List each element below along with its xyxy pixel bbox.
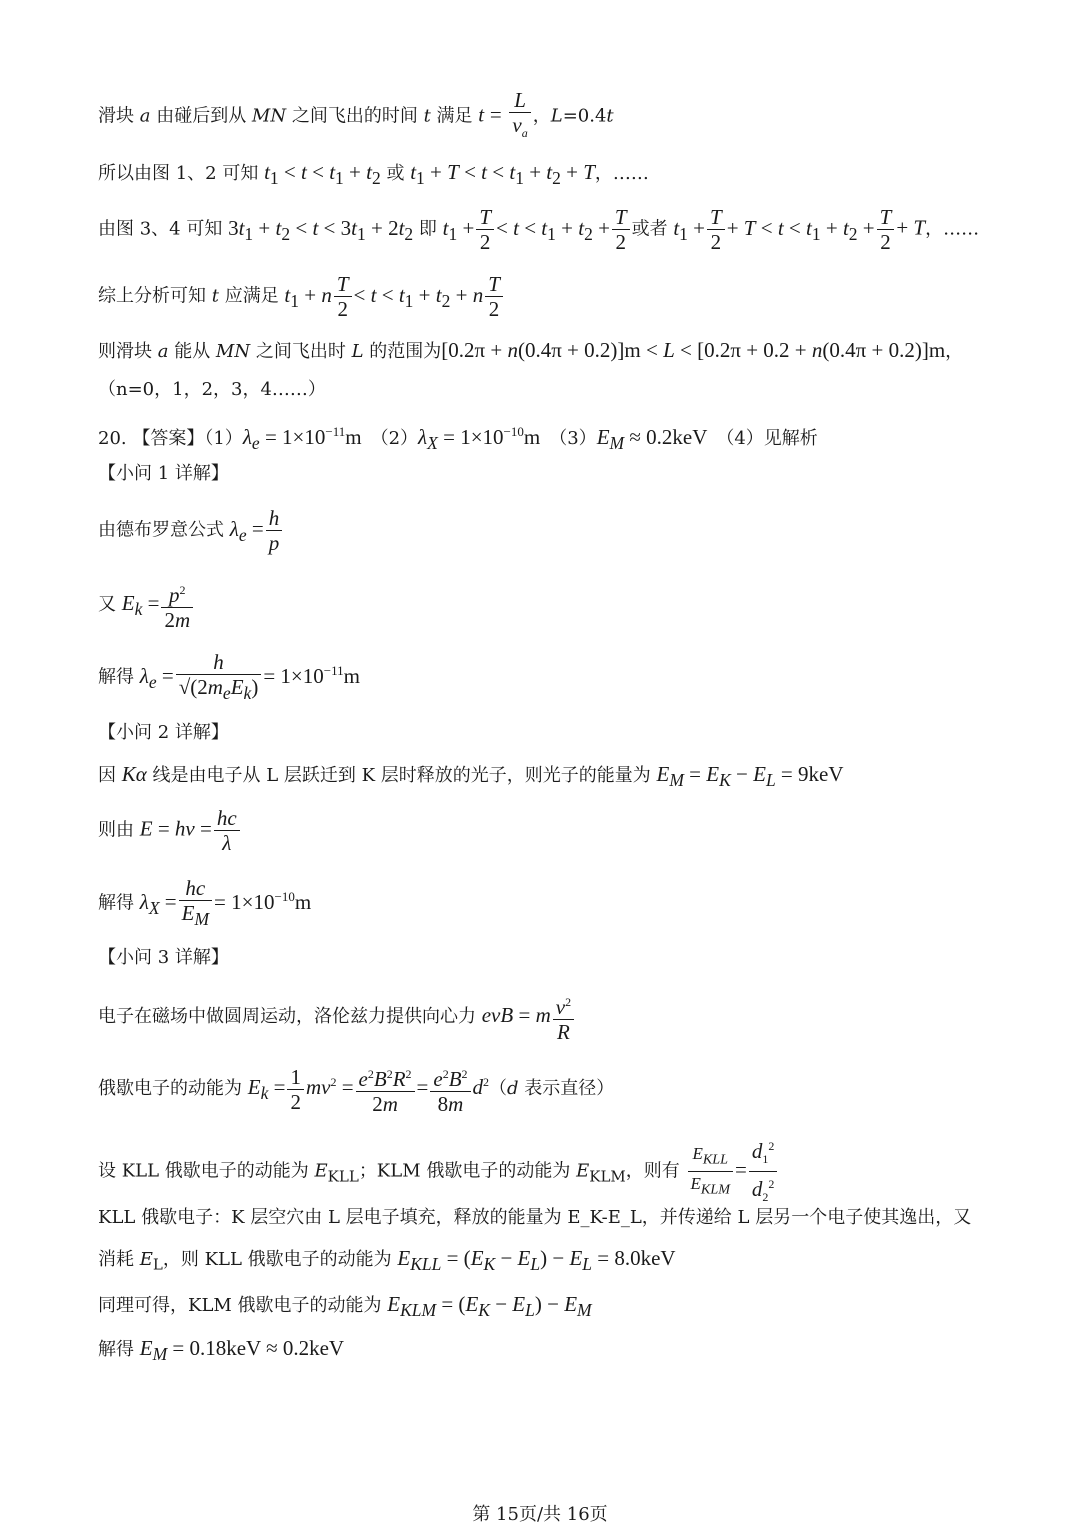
solution-line-lambda-x: 解得 $\lambda_X$ = $\frac{hc}{E_M}$ = $1\times 10^{-10}m$ (98, 876, 312, 930)
section-heading-3: 【小问 3 详解】 (98, 947, 229, 968)
solution-line-5: 则滑块 a 能从 MN 之间飞出时 L 的范围为[0.2π + n(0.4π + 0.2)]m < L < [0.2π + 0.2 + n(0.4π + 0.2)]m， (98, 338, 964, 362)
solution-line-de-broglie: 由德布罗意公式 $\lambda_e$ = $\frac{h}{p}$ (98, 506, 284, 555)
solution-line-lambda-e: 解得 $\lambda_e$ = $\frac{h}{√(2m_eE_k)}$ = $1\times 10^{-11}m$ (98, 650, 360, 704)
solution-line-photon: 则由 E = hν = $\frac{hc}{\lambda}$ (98, 806, 242, 855)
solution-line-6: （n=0，1，2，3，4……） (98, 379, 326, 400)
page-footer: 第 15页/共 16页 (472, 1504, 608, 1525)
section-heading-2: 【小问 2 详解】 (98, 722, 229, 743)
solution-line-ratio: 设 KLL 俄歇电子的动能为 $E_{KLL}$；KLM 俄歇电子的动能为 $E_{KLM}$，则有 $\frac{E_{KLL}}{E_{KLM}}$ = $\frac{d_1^2}{d_2^2}$ (98, 1134, 779, 1209)
solution-line-3: 由图 3、4 可知 $3t_1 + t_2 < t < 3t_1 + 2t_2$ 即 $t_1$ + $\frac{T}{2}$ < $t < t_1 + t_2$ + $\frac{T}{2}$ 或者 $t_1$ + $\frac{T}{2}$ + $T < t < t_1 + t_2$ + $\frac{T}{2}$ + T，…… (98, 205, 980, 254)
solution-line-kll-1: KLL 俄歇电子：K 层空穴由 L 层电子填充，释放的能量为 E_K-E_L，并传递给 L 层另一个电子使其逸出，又 (98, 1207, 972, 1228)
solution-line-kalpha: 因 Kα 线是由电子从 L 层跃迁到 K 层时释放的光子，则光子的能量为 $E_M = E_K - E_L = 9keV$ (98, 762, 844, 791)
solution-line-ek: 又 $E_k$ = $\frac{p^2}{2m}$ (98, 578, 195, 632)
solution-line-klm: 同理可得，KLM 俄歇电子的动能为 $E_{KLM} = (E_K - E_L) - E_M$ (98, 1292, 592, 1321)
solution-line-lorentz: 电子在磁场中做圆周运动，洛伦兹力提供向心力 evB = m $\frac{v^2}{R}$ (98, 990, 576, 1044)
answer-line-20: 20. 【答案】$(1)\lambda_e = 1\times 10^{-11}m$ $(2)\lambda_X = 1\times 10^{-10}m$ $(3)E_M \approx 0.2keV$ （4）见解析 (98, 424, 818, 454)
solution-line-auger-ek: 俄歇电子的动能为 $E_k$ = $\frac{1}{2}$ $mv^2$ = $\frac{e^2B^2R^2}{2m}$ = $\frac{e^2B^2}{8m}$ $d^2(d$ 表示直径） (98, 1062, 614, 1116)
solution-line-em: 解得 $E_M = 0.18keV \approx 0.2keV$ (98, 1336, 345, 1365)
solution-line-4: 综上分析可知 t 应满足 $t_1 + n$ $\frac{T}{2}$ < $t < t_1 + t_2 + n$ $\frac{T}{2}$ (98, 272, 505, 321)
solution-line-1: 滑块 a 由碰后到从 MN 之间飞出的时间 t 满足 t = $\frac{L}{v_a}$ ，L=0.4t (98, 88, 614, 141)
section-heading-1: 【小问 1 详解】 (98, 463, 229, 484)
solution-line-2: 所以由图 1、2 可知 $t_1 < t < t_1 + t_2$ 或 $t_1 + T < t < t_1 + t_2 + T$，…… (98, 160, 649, 189)
solution-line-kll-2: 消耗 $E_L$，则 KLL 俄歇电子的动能为 $E_{KLL} = (E_K - E_L) - E_L = 8.0keV$ (98, 1246, 676, 1275)
